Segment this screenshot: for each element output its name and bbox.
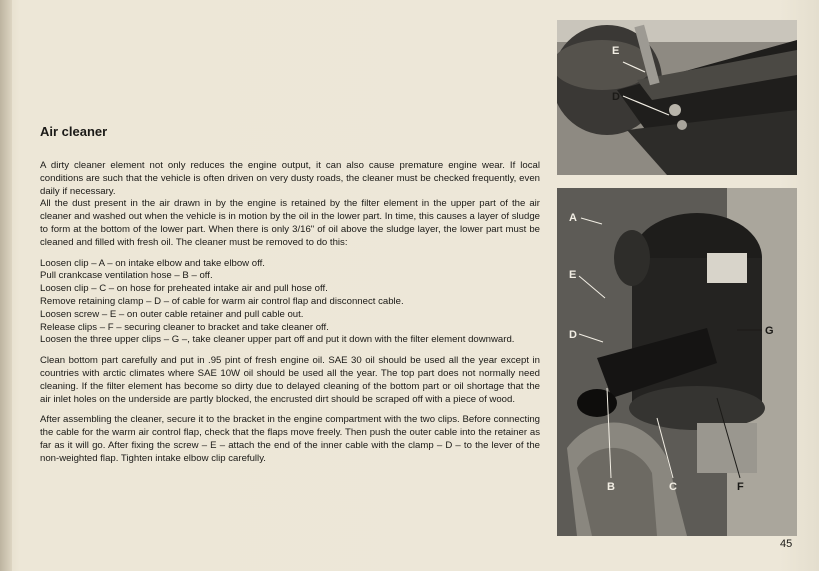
step-line: Remove retaining clamp – D – of cable for warm air control flap and disconnect cable. [40, 295, 404, 307]
callout-label: F [737, 481, 744, 493]
step-line: Loosen screw – E – on outer cable retainer and pull cable out. [40, 308, 304, 320]
callout-label: E [612, 45, 620, 57]
step-line: Loosen clip – C – on hose for preheated intake air and pull hose off. [40, 283, 328, 295]
photo-air-cleaner-assembly [557, 188, 797, 536]
step-line: Loosen the three upper clips – G –, take cleaner upper part off and put it down with the filter element downward. [40, 334, 515, 346]
step-line: Release clips – F – securing cleaner to bracket and take cleaner off. [40, 321, 329, 333]
photo-cable-retainer-illustration [557, 20, 797, 175]
paragraph-steps [40, 258, 540, 348]
callout-label: E [569, 269, 577, 281]
section-heading: Air cleaner [40, 124, 108, 139]
callout-label: A [569, 212, 577, 224]
paragraph-intro [40, 160, 540, 250]
callout-label: C [669, 481, 677, 493]
text-line: All the dust present in the air drawn in by the engine is retained by the filter element in the upper part of the air cleaner and washed out when the vehicle is in motion by the oil in the lower part. In time, this causes a layer of sludge to form at the bottom of the lower part. When there is only 3/16" of oil above the sludge layer, the lower part must be cleaned and filled with fresh oil. The cleaner must be removed to do this: [40, 198, 540, 248]
text-line: After assembling the cleaner, secure it to the bracket in the engine compartment with the two clips. Before connecting the cable for the warm air control flap, check that the flaps move freely. Then push the outer cable into the retainer as far as it will go. After fixing the screw – E – attach the end of the inner cable with the clamp – D – to the lever of the non-weighted flap. Tighten intake elbow clip carefully. [40, 414, 540, 464]
photo-cable-retainer [557, 20, 797, 175]
body-text [40, 160, 540, 474]
callout-label: G [765, 325, 774, 337]
callout-label: B [607, 481, 615, 493]
book-spine-shadow [0, 0, 12, 571]
paragraph-assembly [40, 414, 540, 465]
photo-air-cleaner-illustration [557, 188, 797, 536]
page-number: 45 [780, 538, 793, 550]
callout-label: D [569, 329, 577, 341]
callout-label: D [612, 91, 620, 103]
step-line: Loosen clip – A – on intake elbow and take elbow off. [40, 257, 265, 269]
text-line: A dirty cleaner element not only reduces the engine output, it can also cause premature engine wear. If local conditions are such that the vehicle is often driven on very dusty roads, the cleaner must be checked frequently, even daily if necessary. [40, 160, 540, 197]
paragraph-cleaning [40, 355, 540, 406]
step-line: Pull crankcase ventilation hose – B – off. [40, 270, 213, 282]
text-line: Clean bottom part carefully and put in .95 pint of fresh engine oil. SAE 30 oil should be used all the year except in countries with arctic climates where SAE 10W oil should be used all the year. The top part does not normally need cleaning. If the filter element has become so dirty due to delayed cleaning of the bottom part or oil shortage that the air inlet holes on the underside are partly blocked, the encrusted dirt should be scraped off with a piece of wood. [40, 355, 540, 405]
